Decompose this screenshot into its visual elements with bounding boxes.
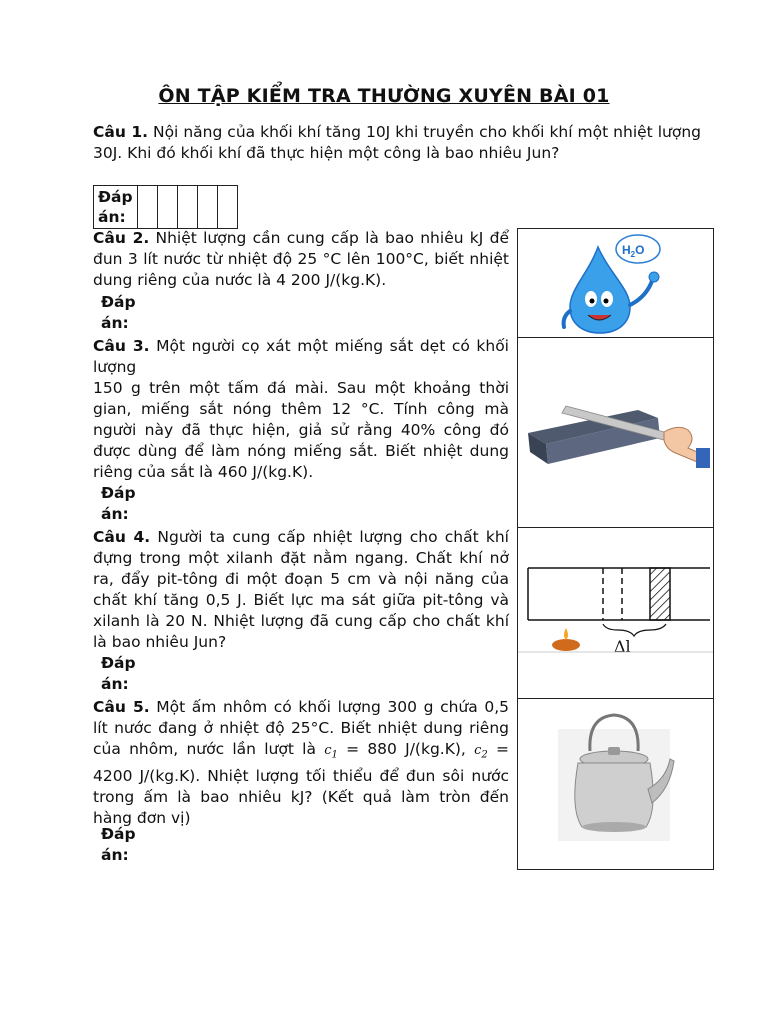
question-3-text: Một người cọ xát một miếng sắt dẹt có khối lượng <box>93 337 509 376</box>
answer-box[interactable] <box>197 186 217 229</box>
answer-box[interactable] <box>137 186 157 229</box>
water-drop-image <box>518 229 713 338</box>
answer-label-3: Đáp án: <box>101 484 136 523</box>
delta-l-label: Δl <box>614 637 631 656</box>
c1-symbol: $c_1$ <box>324 743 338 761</box>
question-2-label: Câu 2. <box>93 229 150 247</box>
answer-box[interactable] <box>177 186 197 229</box>
question-4 <box>93 527 509 653</box>
answer-label-1: Đáp án: <box>94 186 138 229</box>
answer-boxes-1 <box>93 185 238 229</box>
question-5-label: Câu 5. <box>93 698 150 716</box>
cylinder-piston-image <box>518 528 713 699</box>
question-4-label: Câu 4. <box>93 528 151 546</box>
page-title: ÔN TẬP KIỂM TRA THƯỜNG XUYÊN BÀI 01 <box>158 85 610 107</box>
answer-box[interactable] <box>217 186 237 229</box>
answer-box[interactable] <box>157 186 177 229</box>
h2o-text: $H_2O$ <box>622 243 645 259</box>
question-1-label: Câu 1. <box>93 123 148 141</box>
question-4-text: Người ta cung cấp nhiệt lượng cho chất khí đựng trong một xilanh đặt nằm ngang. Chất khí nở ra, đẩy pit-tông đi một đoạn 5 cm và nội năng của chất khí tăng 0,5 J. Biết lực ma sát giữa pit-tông và xilanh là 20 N. Nhiệt lượng đã cung cấp cho chất khí là bao nhiêu Jun? <box>93 528 509 651</box>
question-2 <box>93 228 509 291</box>
question-1 <box>93 122 701 164</box>
answer-label-2: Đáp án: <box>101 293 136 332</box>
question-5: Câu 5. Một ấm nhôm có khối lượng 300 g chứa 0,5 lít nước đang ở nhiệt độ 25°C. Biết nhiệt dung riêng của nhôm, nước lần lượt là $c_1 = 880$ J/(kg.K), $c_2 = 4200$ J/(kg.K). Nhiệt lượng tối thiểu để đun sôi nước trong ấm là bao nhiêu kJ? (Kết quả làm tròn đến hàng đơn vị) <box>93 698 509 827</box>
answer-label-4: Đáp án: <box>101 654 136 693</box>
kettle-image <box>518 699 713 871</box>
question-3 <box>93 336 509 483</box>
question-2-text: Nhiệt lượng cần cung cấp là bao nhiêu kJ để đun 3 lít nước từ nhiệt độ 25 °C lên 100°C, biết nhiệt dung riêng của nước là 4 200 J/(kg.K). <box>93 229 509 289</box>
image-column <box>517 228 714 870</box>
answer-label-5: Đáp án: <box>101 825 136 864</box>
question-3-label: Câu 3. <box>93 337 150 355</box>
c2-symbol: $c_2$ <box>474 743 488 761</box>
whetstone-image <box>518 338 713 528</box>
question-1-text: Nội năng của khối khí tăng 10J khi truyền cho khối khí một nhiệt lượng 30J. Khi đó khối khí đã thực hiện một công là bao nhiêu Jun? <box>93 123 701 162</box>
question-3-text-cont: 150 g trên một tấm đá mài. Sau một khoảng thời gian, miếng sắt nóng thêm 12 °C. Tính công mà người này đã thực hiện, giả sử rằng 40% công đó được dùng để làm nóng miếng sắt. Biết nhiệt dung riêng của sắt là 460 J/(kg.K). <box>93 379 509 481</box>
